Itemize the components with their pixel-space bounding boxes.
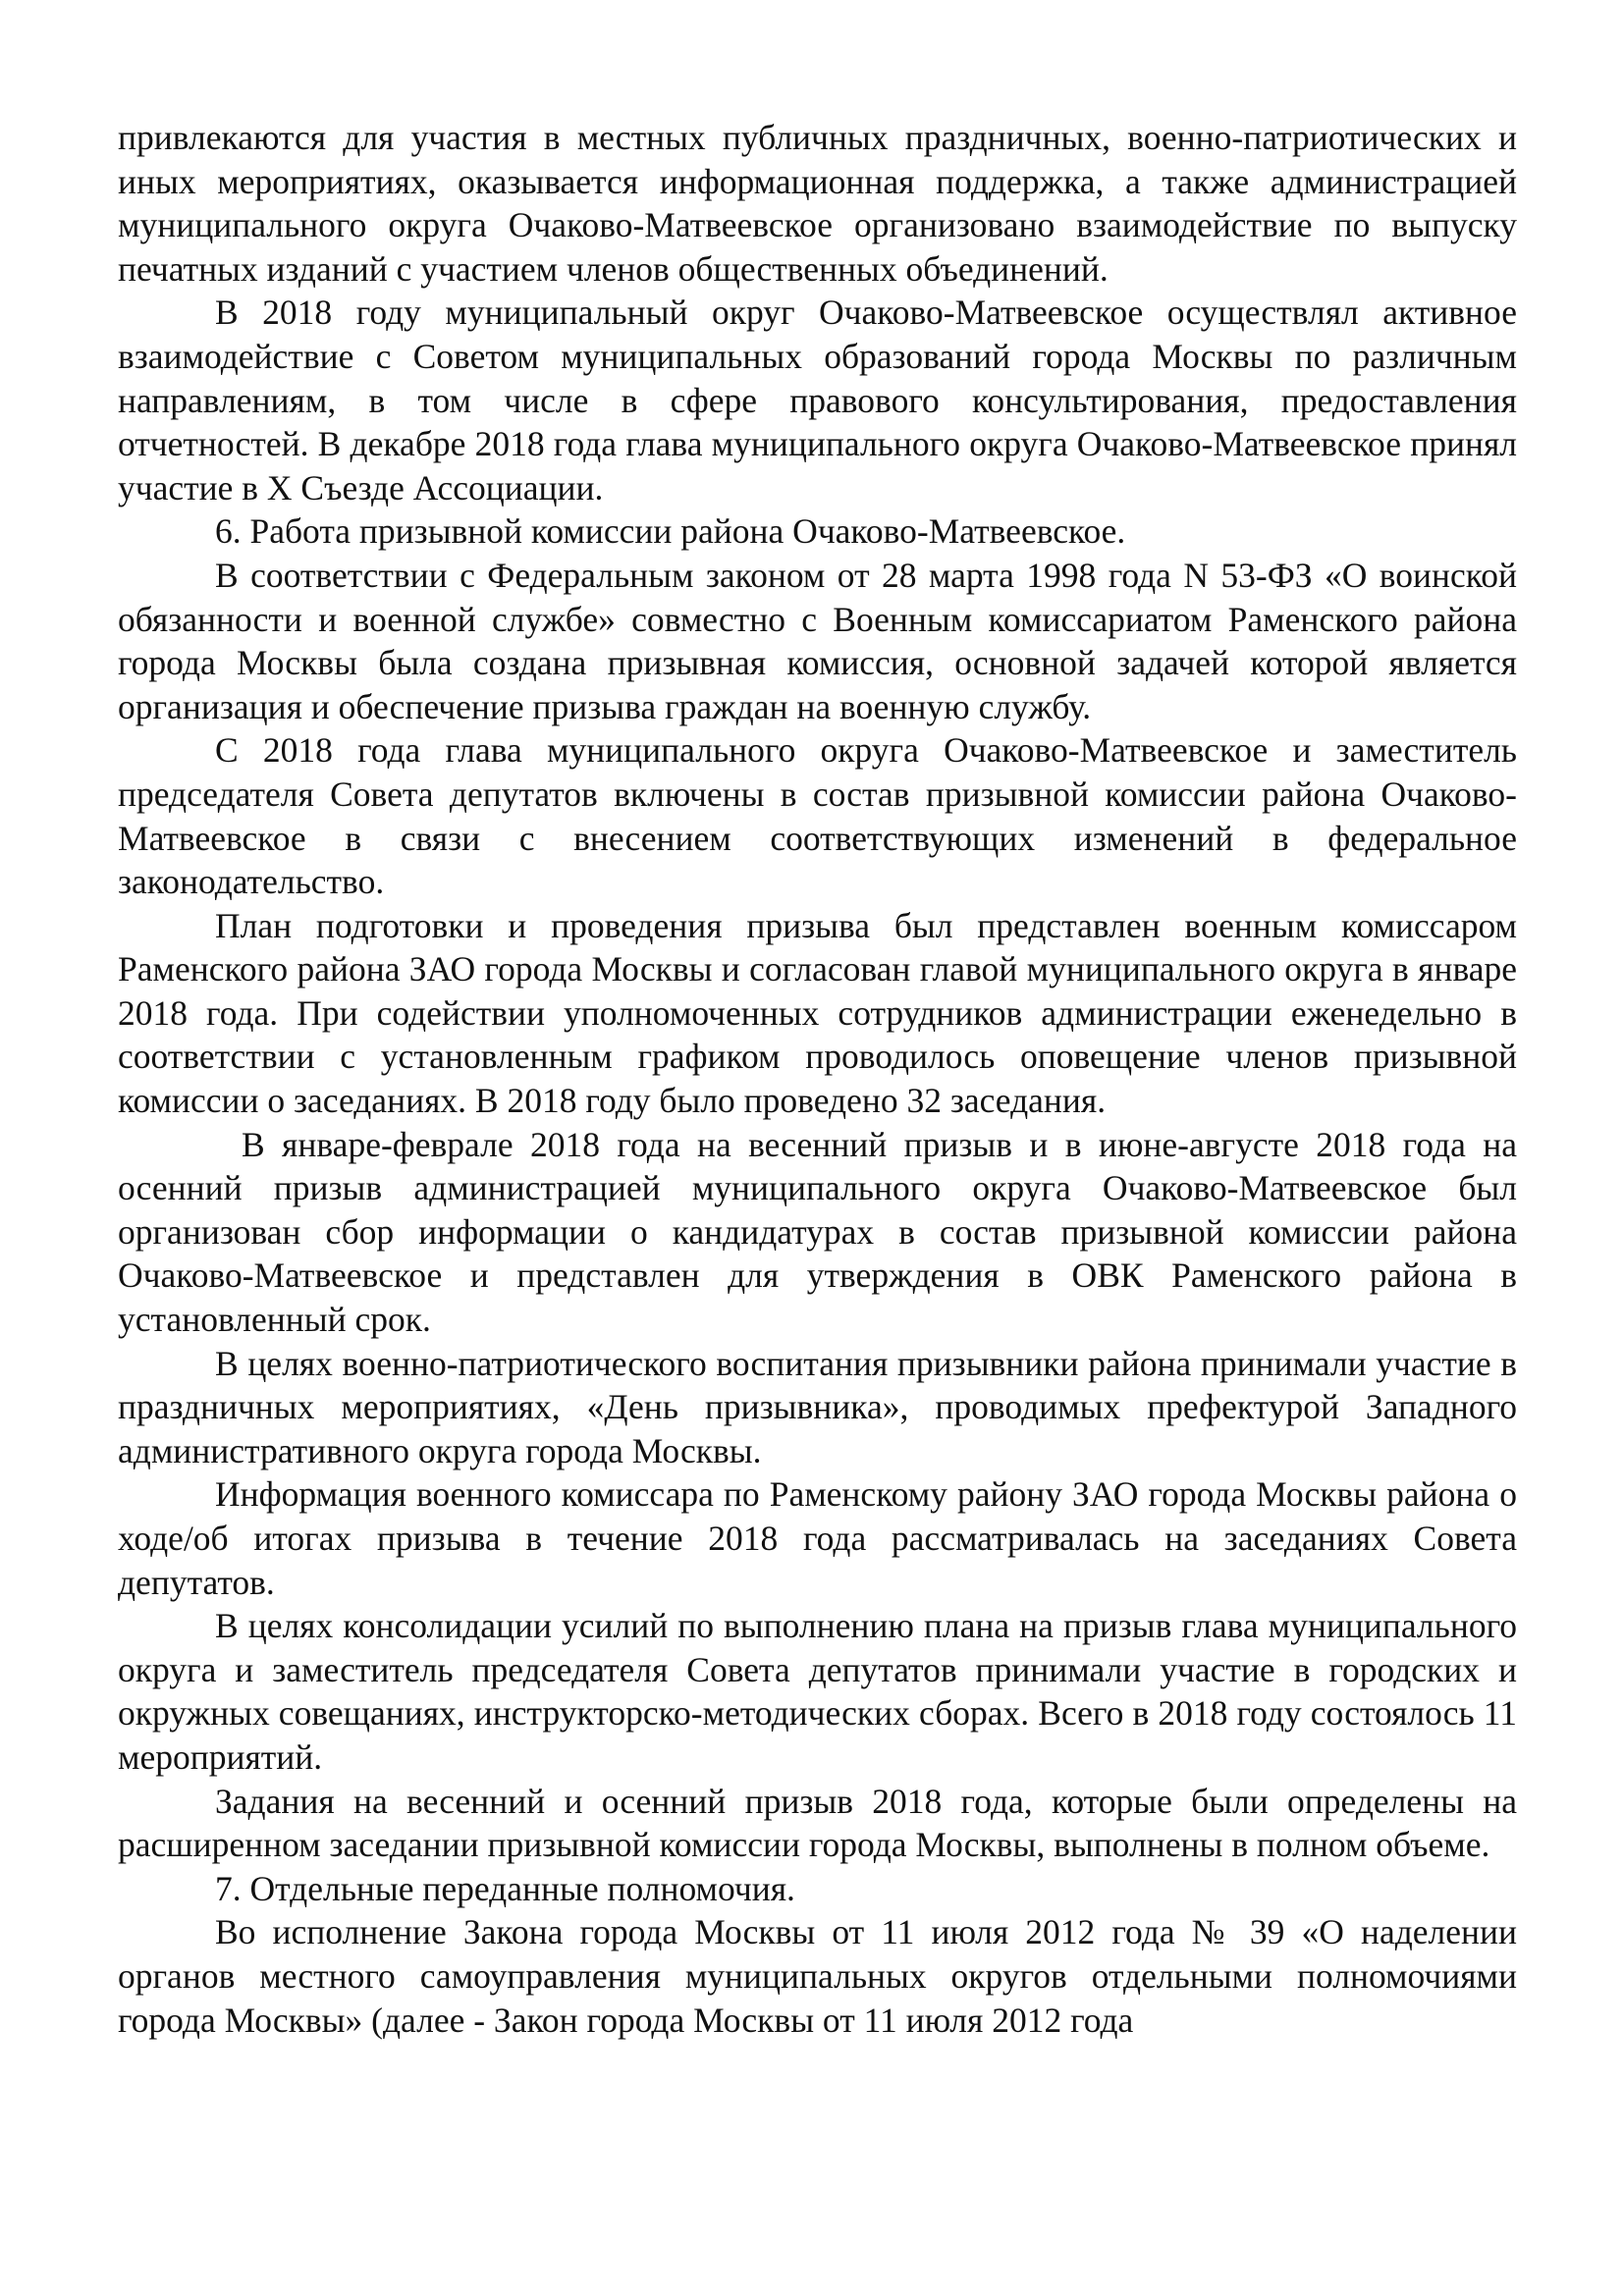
paragraph-commissar-information: Информация военного комиссара по Раменскому району ЗАО города Москвы района о ходе/об итогах призыва в течение 2018 года рассматривалась на заседаниях Совета депутатов.: [118, 1474, 1517, 1602]
paragraph-federal-law: В соответствии с Федеральным законом от 28 марта 1998 года N 53-ФЗ «О воинской обязанности и военной службе» совместно с Военным комиссариатом Раменского района города Москвы была создана призывная комиссия, основной задачей которой является организация и обеспечение призыва граждан на военную службу.: [118, 555, 1517, 726]
paragraph-candidate-collection: В январе-феврале 2018 года на весенний призыв и в июне-августе 2018 года на осенний призыв администрацией муниципального округа Очаково-Матвеевское был организован сбор информации о кандидатурах в состав призывной комиссии района Очаково-Матвеевское и представлен для утверждения в ОВК Раменского района в установленный срок.: [118, 1124, 1517, 1340]
paragraph-commission-membership: С 2018 года глава муниципального округа Очаково-Матвеевское и заместитель председателя Совета депутатов включены в состав призывной комиссии района Очаково-Матвеевское в связи с внесением соответствующих изменений в федеральное законодательство.: [118, 730, 1517, 902]
document-page: [118, 116, 1517, 2256]
paragraph-draft-plan: План подготовки и проведения призыва был представлен военным комиссаром Раменского района ЗАО города Москвы и согласован главой муниципального округа в январе 2018 года. При содействии уполномоченных сотрудников администрации еженедельно в соответствии с установленным графиком проводилось оповещение членов призывной комиссии о заседаниях. В 2018 году было проведено 32 заседания.: [118, 905, 1517, 1121]
paragraph-consolidation-efforts: В целях консолидации усилий по выполнению плана на призыв глава муниципального округа и заместитель председателя Совета депутатов принимали участие в городских и окружных совещаниях, инструкторско-методических сборах. Всего в 2018 году состоялось 11 мероприятий.: [118, 1606, 1517, 1777]
section-heading-draft-commission: 6. Работа призывной комиссии района Очаково-Матвеевское.: [215, 511, 1126, 552]
section-heading-delegated-powers: 7. Отдельные переданные полномочия.: [215, 1868, 795, 1908]
paragraph-tasks-fulfilled: Задания на весенний и осенний призыв 2018 года, которые были определены на расширенном заседании призывной комиссии города Москвы, выполнены в полном объеме.: [118, 1781, 1517, 1865]
paragraph-moscow-law: Во исполнение Закона города Москвы от 11 июля 2012 года № 39 «О наделении органов местного самоуправления муниципальных округов отдельными полномочиями города Москвы» (далее - Закон города Москвы от 11 июля 2012 года: [118, 1912, 1517, 2040]
paragraph-patriotic-education: В целях военно-патриотического воспитания призывники района принимали участие в праздничных мероприятиях, «День призывника», проводимых префектурой Западного административного округа города Москвы.: [118, 1343, 1517, 1470]
paragraph-council-cooperation: В 2018 году муниципальный округ Очаково-Матвеевское осуществлял активное взаимодействие с Советом муниципальных образований города Москвы по различным направлениям, в том числе в сфере правового консультирования, предоставления отчетностей. В декабре 2018 года глава муниципального округа Очаково-Матвеевское принял участие в X Съезде Ассоциации.: [118, 293, 1517, 507]
paragraph-public-associations-continued: привлекаются для участия в местных публичных праздничных, военно-патриотических и иных мероприятиях, оказывается информационная поддержка, а также администрацией муниципального округа Очаково-Матвеевское организовано взаимодействие по выпуску печатных изданий с участием членов общественных объединений.: [118, 118, 1517, 289]
